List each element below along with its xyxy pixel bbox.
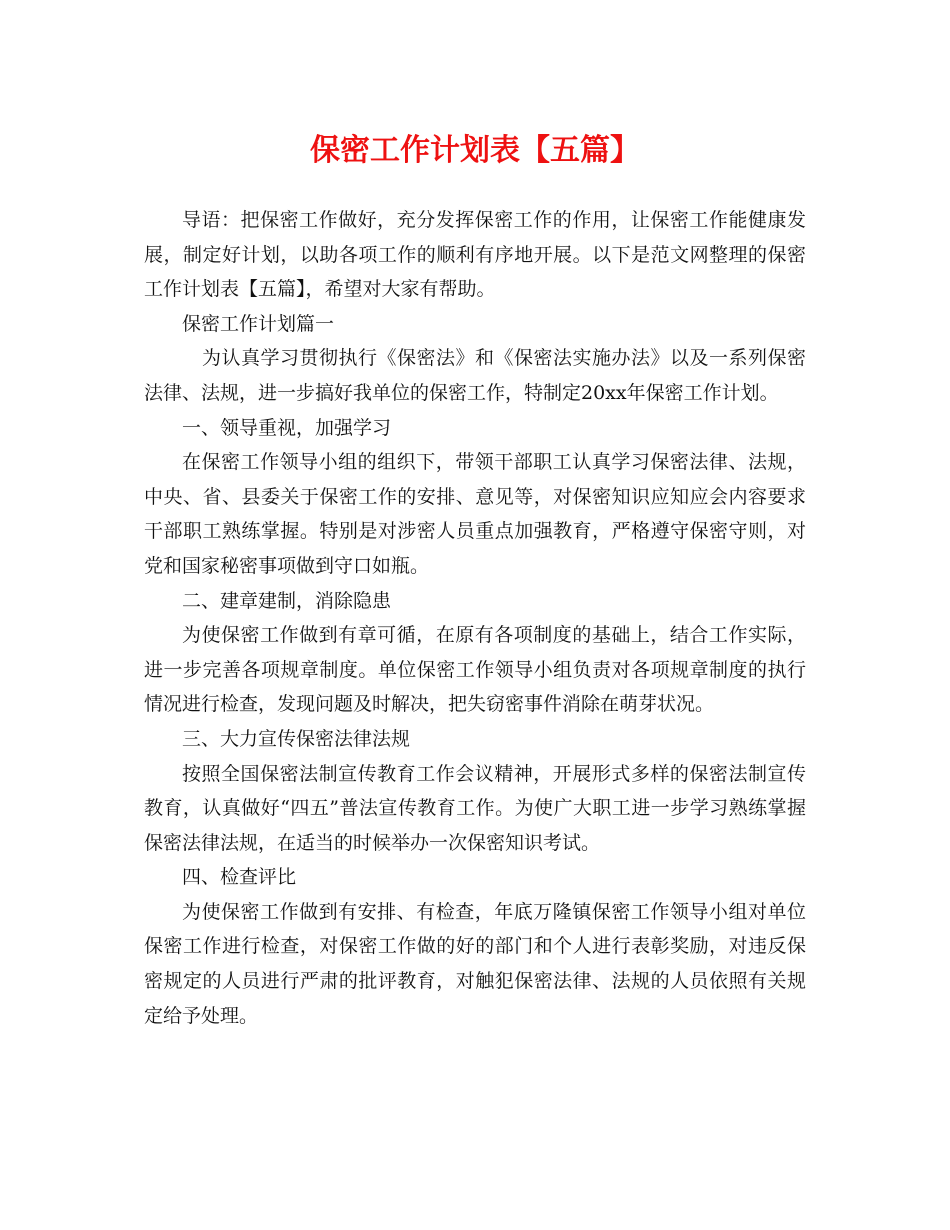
section-heading-1: 一、领导重视，加强学习 (182, 416, 392, 439)
section-heading-2: 二、建章建制，消除隐患 (182, 589, 392, 612)
section-heading-3: 三、大力宣传保密法律法规 (182, 727, 411, 750)
body-paragraph: 为使保密工作做到有安排、有检查，年底万隆镇保密工作领导小组对单位保密工作进行检查，对保密工作做的好的部门和个人进行表彰奖励，对违反保密规定的人员进行严肃的批评教育，对触犯保密法律、法规的人员依照有关规定给予处理。 (144, 900, 806, 1027)
body-paragraph: 在保密工作领导小组的组织下，带领干部职工认真学习保密法律、法规，中央、省、县委关于保密工作的安排、意见等，对保密知识应知应会内容要求干部职工熟练掌握。特别是对涉密人员重点加强教育，严格遵守保密守则，对党和国家秘密事项做到守口如瓶。 (144, 451, 806, 577)
section-heading-part-one: 保密工作计划篇一 (182, 312, 335, 335)
section-heading-4: 四、检查评比 (182, 866, 297, 889)
body-paragraph: 为使保密工作做到有章可循，在原有各项制度的基础上，结合工作实际，进一步完善各项规章制度。单位保密工作领导小组负责对各项规章制度的执行情况进行检查，发现问题及时解决，把失窃密事件消除在萌芽状况。 (144, 624, 806, 716)
body-paragraph: 为认真学习贯彻执行《保密法》和《保密法实施办法》以及一系列保密法律、法规，进一步搞好我单位的保密工作，特制定20xx年保密工作计划。 (144, 347, 806, 404)
document-body (144, 203, 806, 1033)
document-title: 保密工作计划表【五篇】 (310, 133, 640, 168)
intro-paragraph: 导语：把保密工作做好，充分发挥保密工作的作用，让保密工作能健康发展，制定好计划，以助各项工作的顺利有序地开展。以下是范文网整理的保密工作计划表【五篇】，希望对大家有帮助。 (144, 209, 806, 301)
body-paragraph: 按照全国保密法制宣传教育工作会议精神，开展形式多样的保密法制宣传教育，认真做好“四五”普法宣传教育工作。为使广大职工进一步学习熟练掌握保密法律法规，在适当的时候举办一次保密知识考试。 (144, 762, 806, 854)
